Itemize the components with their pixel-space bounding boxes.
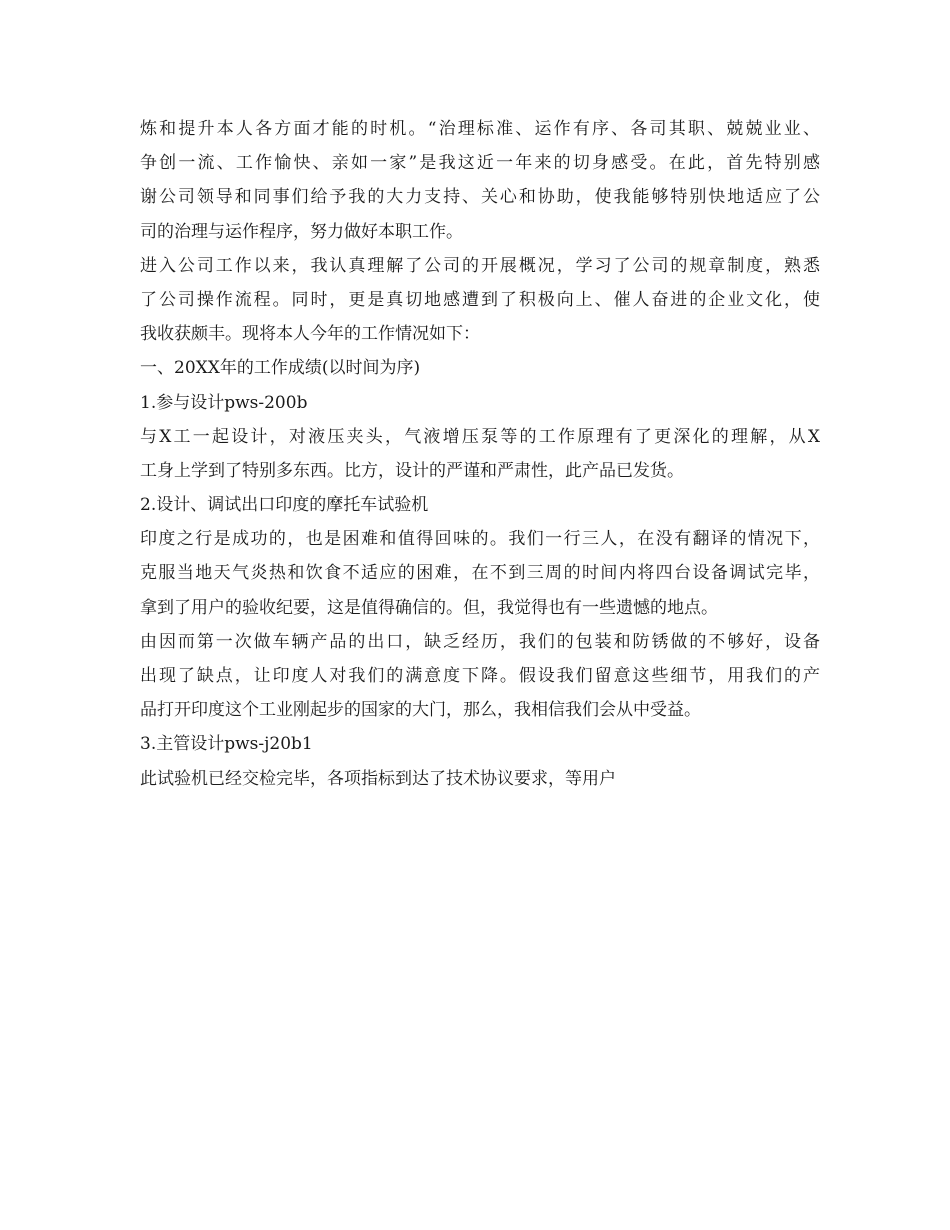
paragraph-line: 出现了缺点，让印度人对我们的满意度下降。假设我们留意这些细节，用我们的产 bbox=[140, 666, 820, 686]
paragraph-line: 司的治理与运作程序，努力做好本职工作。 bbox=[140, 221, 463, 242]
paragraph-line: 争创一流、工作愉快、亲如一家”是我这近一年来的切身感受。在此，首先特别感 bbox=[140, 153, 820, 174]
paragraph-line: 由因而第一次做车辆产品的出口，缺乏经历，我们的包装和防锈做的不够好，设备 bbox=[140, 631, 820, 652]
document-body bbox=[140, 112, 820, 796]
paragraph-line: 品打开印度这个工业刚起步的国家的大门，那么，我相信我们会从中受益。 bbox=[140, 700, 701, 721]
section-heading: 一、20XX年的工作成绩(以时间为序) bbox=[140, 358, 421, 379]
subsection-heading: 2.设计、调试出口印度的摩托车试验机 bbox=[140, 495, 429, 516]
paragraph-line: 此试验机已经交检完毕，各项指标到达了技术协议要求，等用户 bbox=[140, 768, 616, 789]
paragraph-line: 了公司操作流程。同时，更是真切地感遭到了积极向上、催人奋进的企业文化，使 bbox=[140, 289, 820, 310]
subsection-heading: 3.主管设计pws-j20b1 bbox=[140, 734, 313, 755]
subsection-heading: 1.参与设计pws-200b bbox=[140, 392, 308, 413]
paragraph-line: 与X工一起设计，对液压夹头，气液增压泵等的工作原理有了更深化的理解，从X bbox=[140, 426, 820, 447]
paragraph-line: 炼和提升本人各方面才能的时机。“治理标准、运作有序、各司其职、兢兢业业、 bbox=[140, 119, 820, 139]
paragraph-line: 克服当地天气炎热和饮食不适应的困难，在不到三周的时间内将四台设备调试完毕， bbox=[140, 563, 820, 584]
paragraph-line: 拿到了用户的验收纪要，这是值得确信的。但，我觉得也有一些遗憾的地点。 bbox=[140, 597, 718, 618]
paragraph-line: 工身上学到了特别多东西。比方，设计的严谨和严肃性，此产品已发货。 bbox=[140, 460, 684, 481]
paragraph-line: 我收获颇丰。现将本人今年的工作情况如下： bbox=[140, 324, 480, 345]
paragraph-line: 印度之行是成功的，也是困难和值得回味的。我们一行三人，在没有翻译的情况下， bbox=[140, 529, 820, 550]
paragraph-line: 进入公司工作以来，我认真理解了公司的开展概况，学习了公司的规章制度，熟悉 bbox=[140, 255, 820, 276]
paragraph-line: 谢公司领导和同事们给予我的大力支持、关心和协助，使我能够特别快地适应了公 bbox=[140, 187, 820, 208]
